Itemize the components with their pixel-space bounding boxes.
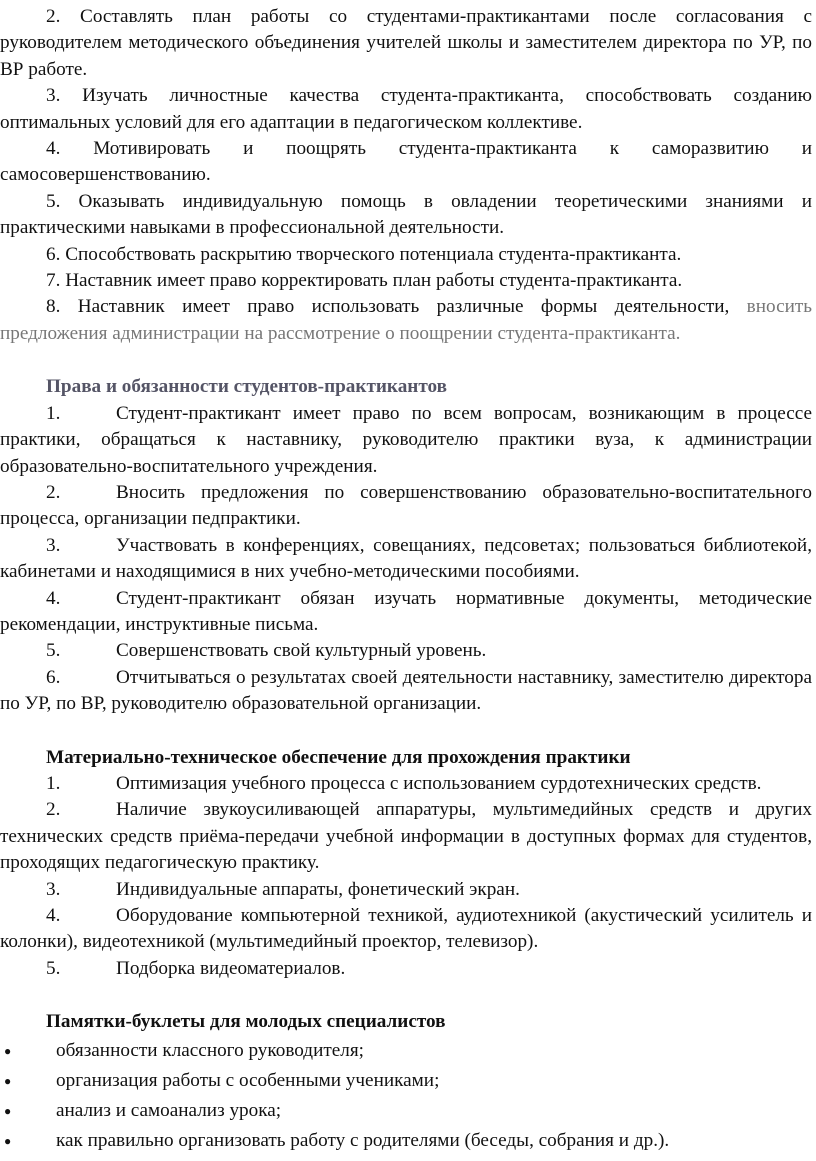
bullet-icon: ● <box>4 1103 12 1118</box>
item-text: обязанности классного руководителя; <box>56 1039 364 1061</box>
paragraph: 5. Оказывать индивидуальную помощь в овладении теоретическими знаниями и практическими навыками в профессиональной деятельности. <box>0 190 812 239</box>
item-text: Совершенствовать свой культурный уровень. <box>116 640 487 662</box>
list-item <box>0 480 812 533</box>
equipment-list <box>0 771 812 982</box>
item-number: 5. <box>46 957 61 979</box>
item-number: 4. <box>46 587 61 609</box>
list-item <box>0 956 812 982</box>
bullet-icon: ● <box>4 1073 12 1088</box>
list-item <box>0 586 812 639</box>
item-text: Вносить предложения по совершенствованию образовательно-воспитательного процесса, организации педпрактики. <box>0 481 812 530</box>
paragraph-text: 8. Наставник имеет право использовать различные формы деятельности, <box>46 296 747 318</box>
item-number: 3. <box>46 534 61 556</box>
paragraph: 7. Наставник имеет право корректировать план работы студента-практиканта. <box>46 270 683 292</box>
item-number: 1. <box>46 402 61 424</box>
paragraph-tail: вносить предложения администрации на рассмотрение о поощрении студента-практиканта. <box>0 296 812 344</box>
paragraph: 3. Изучать личностные качества студента-практиканта, способствовать созданию оптимальных условий для его адаптации в педагогическом коллективе. <box>0 85 812 133</box>
list-item <box>0 797 812 876</box>
item-text: анализ и самоанализ урока; <box>56 1099 282 1121</box>
section-heading-booklets: Памятки-буклеты для молодых специалистов <box>46 1011 446 1033</box>
item-text: Оборудование компьютерной техникой, аудиотехникой (акустический усилитель и колонки), видеотехникой (мультимедийный проектор, телевизор). <box>0 905 812 953</box>
item-text: как правильно организовать работу с родителями (беседы, собрания и др.). <box>56 1129 670 1151</box>
list-item <box>0 877 812 903</box>
item-text: Наличие звукоусиливающей аппаратуры, мультимедийных средств и других технических средств приёма-передачи учебной информации в доступных формах для студентов, проходящих педагогическую практику. <box>0 799 812 874</box>
list-item <box>0 1126 812 1156</box>
section-heading-equipment: Материально-техническое обеспечение для прохождения практики <box>46 746 631 768</box>
list-item <box>0 1036 812 1066</box>
rights-list <box>0 401 812 718</box>
list-item <box>0 1066 812 1096</box>
paragraph: 4. Мотивировать и поощрять студента-практиканта к саморазвитию и самосовершенствованию. <box>0 138 812 186</box>
item-text: Студент-практикант имеет право по всем вопросам, возникающим в процессе практики, обращаться к наставнику, руководителю практики вуза, к администрации образовательно-воспитательного учреждения. <box>0 402 812 477</box>
list-item <box>0 638 812 664</box>
item-text: Студент-практикант обязан изучать нормативные документы, методические рекомендации, инструктивные письма. <box>0 587 812 635</box>
item-text: Подборка видеоматериалов. <box>116 957 346 979</box>
item-number: 1. <box>46 772 61 794</box>
section-heading-rights: Права и обязанности студентов-практикантов <box>46 376 447 398</box>
intro-list <box>0 4 812 347</box>
item-text: Отчитываться о результатах своей деятельности наставнику, заместителю директора по УР, по ВР, руководителю образовательной организации. <box>0 666 812 715</box>
item-number: 3. <box>46 878 61 900</box>
booklets-list <box>0 1036 812 1156</box>
bullet-icon: ● <box>4 1043 12 1058</box>
item-text: Индивидуальные аппараты, фонетический экран. <box>116 878 520 900</box>
item-number: 2. <box>46 799 61 821</box>
list-item <box>0 401 812 480</box>
list-item <box>0 533 812 586</box>
list-item <box>0 1096 812 1126</box>
paragraph: 2. Составлять план работы со студентами-практикантами после согласования с руководителем методического объединения учителей школы и заместителем директора по УР, по ВР работе. <box>0 6 812 80</box>
list-item <box>0 771 812 797</box>
item-number: 5. <box>46 640 61 662</box>
list-item <box>0 665 812 718</box>
paragraph <box>0 294 812 347</box>
list-item <box>0 903 812 956</box>
item-text: Оптимизация учебного процесса с использованием сурдотехнических средств. <box>116 772 762 794</box>
item-text: организация работы с особенными учениками; <box>56 1069 440 1091</box>
item-number: 4. <box>46 905 61 926</box>
item-number: 2. <box>46 481 61 503</box>
document-page <box>0 4 812 1156</box>
bullet-icon: ● <box>4 1133 12 1148</box>
paragraph: 6. Способствовать раскрытию творческого потенциала студента-практиканта. <box>46 243 682 265</box>
item-text: Участвовать в конференциях, совещаниях, педсоветах; пользоваться библиотекой, кабинетами и находящимися в них учебно-методическими пособиями. <box>0 534 812 583</box>
item-number: 6. <box>46 666 61 688</box>
